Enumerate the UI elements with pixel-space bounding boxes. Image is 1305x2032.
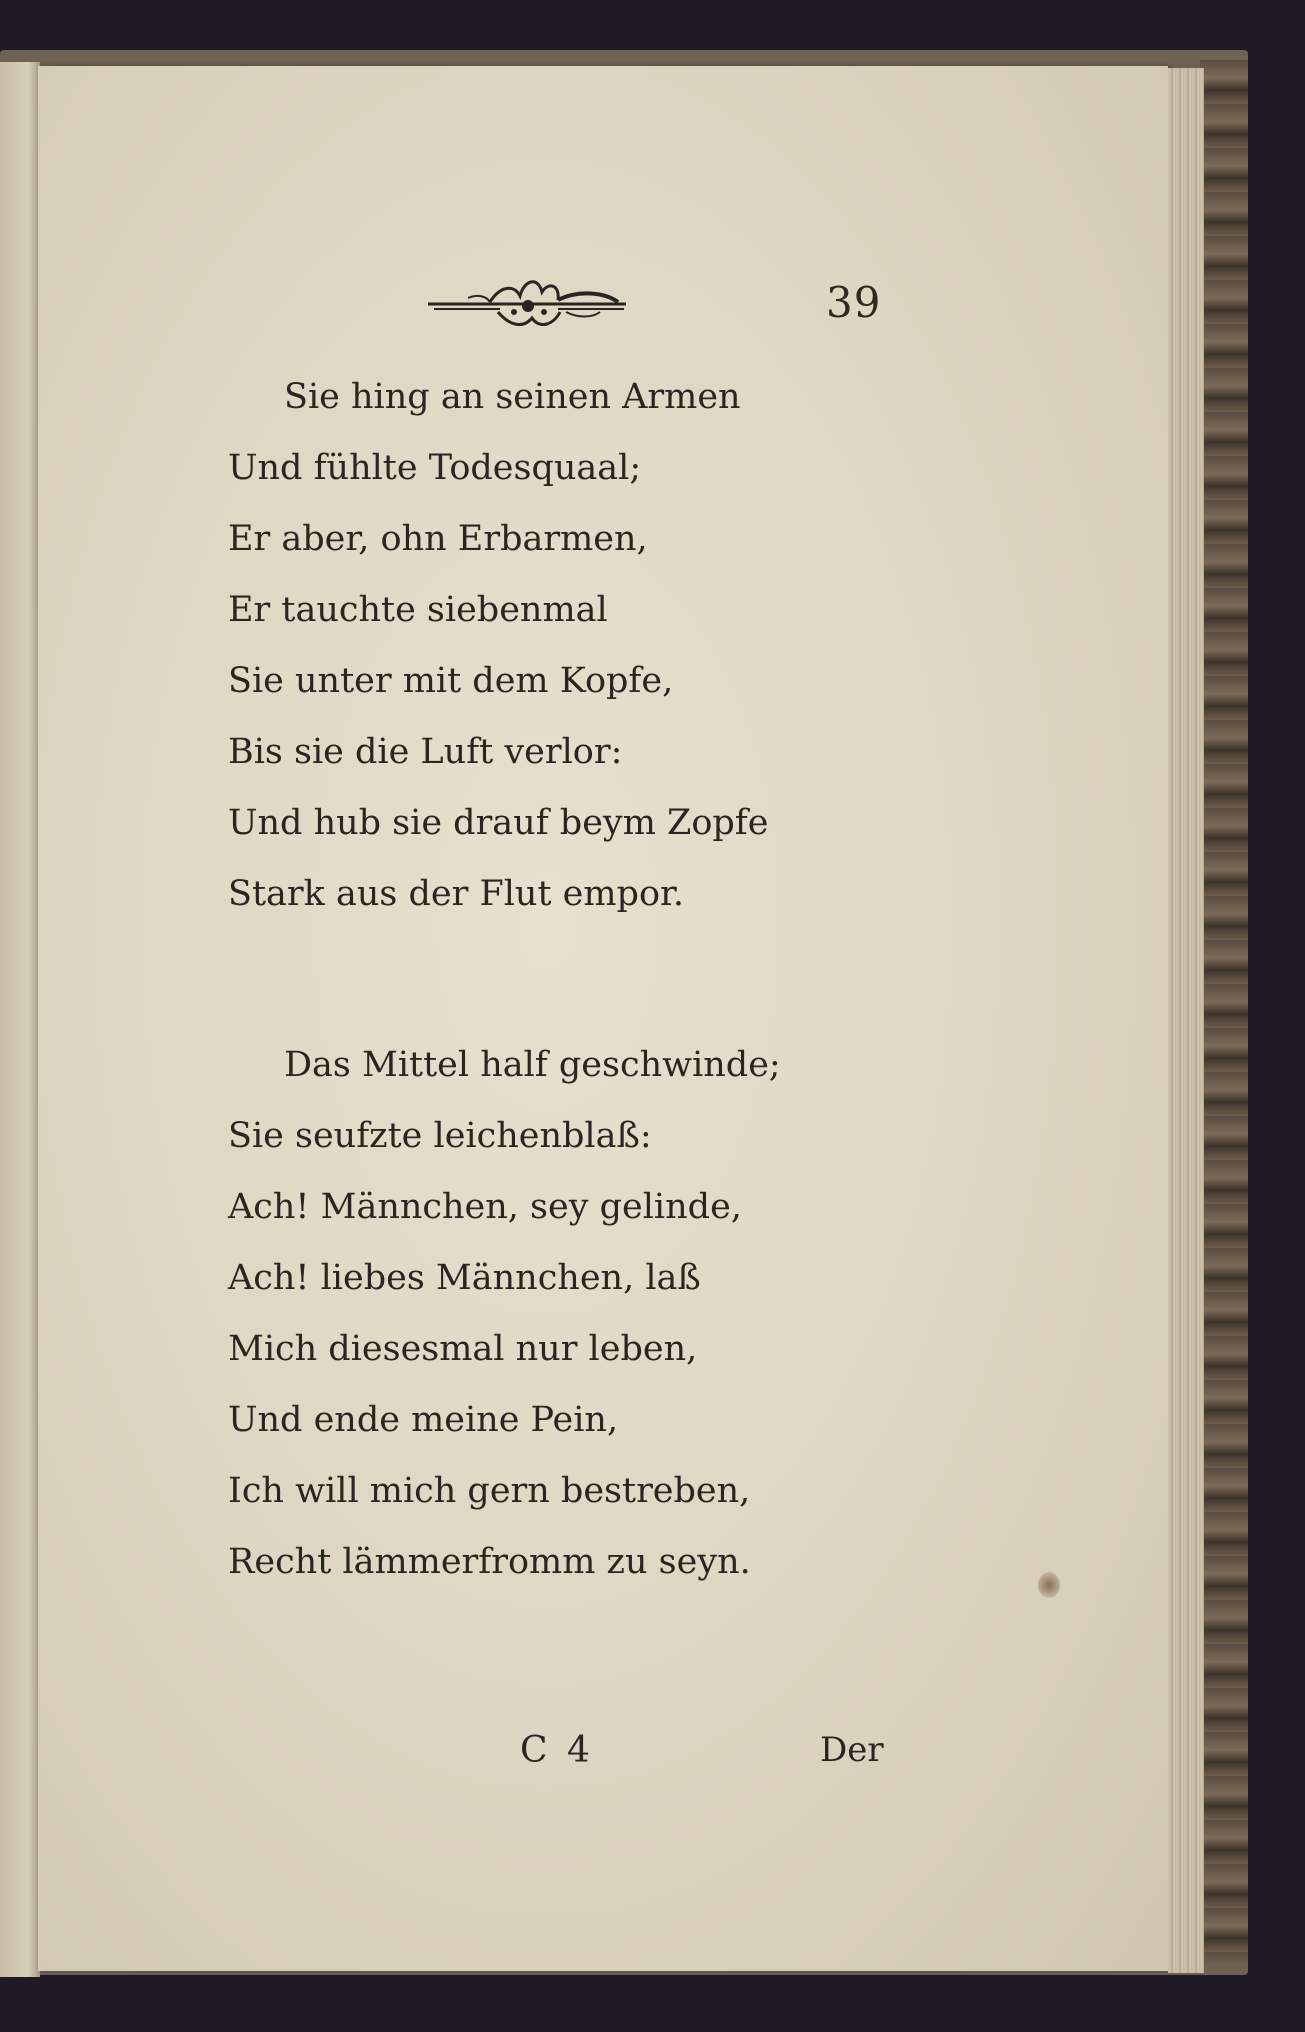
book-cover-edge [1200, 60, 1248, 1965]
verse-line: Und ende meine Pein, [228, 1400, 619, 1440]
verse-line: Sie seufzte leichenblaß: [228, 1116, 652, 1156]
verse-line: Mich diesesmal nur leben, [228, 1329, 698, 1369]
paper-stain [1038, 1572, 1060, 1598]
verse-line: Und hub sie drauf beym Zopfe [228, 803, 769, 843]
verse-line: Sie hing an seinen Armen [284, 377, 741, 417]
verse-line: Ach! Männchen, sey gelinde, [228, 1187, 742, 1227]
verse-line: Bis sie die Luft verlor: [228, 732, 623, 772]
floral-headpiece-icon [428, 272, 626, 336]
page-number: 39 [826, 278, 882, 327]
verse-line: Ach! liebes Männchen, laß [228, 1258, 701, 1298]
verse-line: Das Mittel half geschwinde; [284, 1045, 781, 1085]
verse-line: Und fühlte Todesquaal; [228, 448, 642, 488]
verse-line: Stark aus der Flut empor. [228, 874, 685, 914]
verse-line: Sie unter mit dem Kopfe, [228, 661, 674, 701]
book-page [38, 66, 1168, 1971]
verse-line: Recht lämmerfromm zu seyn. [228, 1542, 751, 1582]
verse-line: Ich will mich gern bestreben, [228, 1471, 751, 1511]
facing-page-edge [0, 62, 40, 1977]
verse-line: Er aber, ohn Erbarmen, [228, 519, 648, 559]
stanza-2 [228, 1030, 781, 1598]
catchword: Der [820, 1730, 884, 1770]
verse-line: Er tauchte siebenmal [228, 590, 608, 630]
page-stack-edge [1168, 68, 1204, 1973]
signature-mark: C 4 [520, 1730, 594, 1771]
stanza-1 [228, 362, 768, 930]
